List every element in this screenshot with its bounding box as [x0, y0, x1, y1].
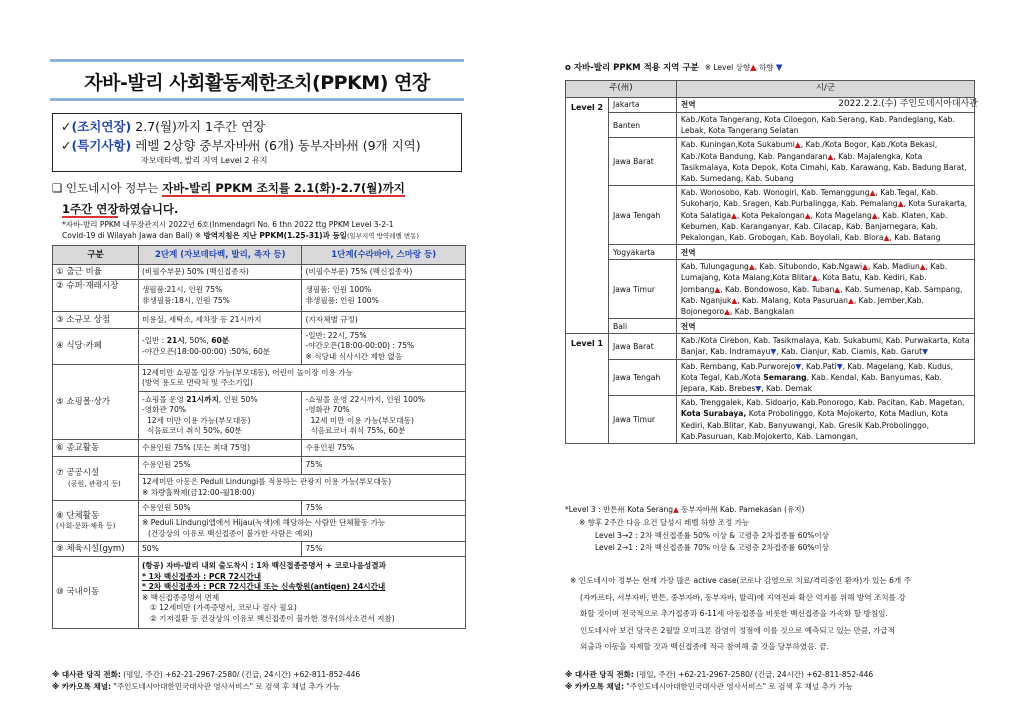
- table-row: [566, 260, 975, 319]
- title-rule-bottom: [50, 98, 464, 101]
- row-category: ⑩ 국내이동: [53, 557, 139, 629]
- cell-line: -영화관 70%: [141, 405, 186, 414]
- table-row: [566, 186, 975, 245]
- cat-line: ⑧ 단체활동: [56, 510, 100, 521]
- note-line: *자바-발리 PPKM 내무장관지시 2022년 6호(Inmendagri No. 6 thn 2022 ttg PPKM Level 3-2-1: [62, 220, 394, 229]
- cell-line: -쇼핑몰 운영: [141, 394, 187, 404]
- city-text: , Kab. Cianjur, Kab. Ciamis, Kab. Garut: [776, 347, 923, 357]
- up-arrow-icon: ▲: [871, 210, 878, 220]
- city-text: , Kab. Klaten, Kab. Kebumen, Kab. Karanganyar, Kab. Cilacap, Kab. Banjarnegara, Kab. Pekalongan, Kab. Grobogan, Kab. Boyolali, Kab. Blora: [680, 210, 948, 243]
- cell-line: ② 기저질환 등 건강상의 이유로 백신접종이 불가한 경우(의사소견서 지참): [149, 613, 395, 623]
- down-arrow-icon: ▼: [770, 347, 777, 357]
- paragraph-line: 외출과 이동을 자제할 것과 백신접종에 적극 참여해 줄 것을 당부하였음. 끝.: [580, 642, 830, 652]
- up-arrow-icon: ▲: [724, 307, 730, 317]
- paragraph-line: ※ 인도네시아 정부는 현재 가장 많은 active case(코로나 감염으로 치료/격리중인 환자)가 있는 6개 주: [570, 576, 912, 585]
- table-row: [53, 329, 466, 365]
- note-line: ※ 향후 2주간 다음 요건 달성시 레벨 하향 조정 가능: [579, 517, 750, 527]
- table-row: [566, 98, 975, 113]
- table-header-row: [566, 81, 975, 98]
- row-category: ④ 식당·카페: [53, 329, 139, 365]
- row-category: ⑨ 체육시설(gym): [53, 542, 139, 557]
- main-bullet: [52, 178, 467, 220]
- cell-line: ※ 식당내 식사시간 제한 없음: [305, 351, 403, 361]
- table-row: [53, 501, 466, 516]
- table-row: [566, 359, 975, 396]
- note-line: Level 3→2 : 2차 백신접종률 50% 이상 & 고령층 2차접종률 60%이상: [595, 530, 829, 540]
- city-bold: Kota Surabaya,: [680, 409, 747, 419]
- col-header: 구분: [53, 246, 139, 265]
- page-title: 자바-발리 사회활동제한조치(PPKM) 연장: [84, 72, 430, 94]
- down-arrow-icon: ▼: [795, 361, 802, 371]
- summary-box: [52, 113, 462, 172]
- down-arrow-icon: ▼: [922, 347, 928, 357]
- up-arrow-icon: ▲: [897, 199, 904, 209]
- up-arrow-icon: ▲: [811, 273, 818, 283]
- city-text: , Kab. Malang, Kota Pasuruan: [737, 295, 848, 305]
- city-text: Kab. Wonosobo, Kab. Wonogiri, Kab. Temanggung: [680, 188, 870, 198]
- up-arrow-icon: ▲: [673, 505, 679, 514]
- city-text: , Kab. Lumajang, Kota Malang,Kota Blitar: [680, 262, 948, 283]
- cell-line: 12세미만 쇼핑몰 입장 가능(부모대동), 어린이 놀이장 이용 가능: [141, 367, 353, 377]
- table-row: [53, 365, 466, 392]
- cell: 수용인원 75% (또는 최대 75명): [138, 440, 302, 457]
- cell-line: 생필품:21시, 인원 75%: [141, 285, 223, 294]
- row-category: ⑥ 종교활동: [53, 440, 139, 457]
- city-text: , Kab. Demak: [761, 384, 813, 394]
- province: Jakarta: [608, 98, 676, 113]
- table-row: [53, 542, 466, 557]
- city-text: , Kab. Kendal, Kab. Banyumas, Kab. Jepara, Kab. Brebes: [680, 372, 942, 394]
- note-line: *Level 3 : 반튼州 Kota Serang: [565, 505, 673, 514]
- cell: 수용인원 25%: [138, 457, 302, 475]
- cell: [138, 475, 465, 501]
- city-text: Kab./Kota Cirebon, Kab. Tasikmalaya, Kab. Sukabumi, Kab. Purwakarta, Kota Banjar, Kab. Indramayu: [680, 336, 970, 357]
- city-text: , Kab. Majalengka, Kota Tasikmalaya, Kota Depok, Kota Cimahi, Kab. Karawang, Kab. Badung Barat, Kab. Sumedang, Kab. Subang: [680, 151, 967, 184]
- cell-line: 非생필품: 인원 100%: [305, 295, 379, 305]
- cat-sub: (사회·문화·체육 등): [56, 522, 116, 530]
- province: Bali: [608, 319, 676, 334]
- up-arrow-icon: ▲: [794, 140, 801, 150]
- city-bold: Semarang: [763, 372, 807, 382]
- cell-line: ※ Peduli Lindungi앱에서 Hijau(녹색)에 해당하는 사람만 단체활동 가능: [141, 518, 386, 527]
- city-text: Kab. Rembang, Kab.Purworejo: [680, 361, 796, 371]
- cell: [138, 280, 302, 312]
- col-header: 2단계 (자보데타벡, 발리, 족자 등): [138, 246, 302, 265]
- province: Jawa Barat: [608, 334, 676, 359]
- city-text: , Kab.Tegal, Kab. Sukoharjo, Kab. Sragen, Kab.Purbalingga, Kab. Pemalang: [680, 188, 939, 209]
- city-text: , Kab. Madiun: [868, 262, 920, 272]
- measures-table: [52, 245, 466, 629]
- cell-line: 식음료코너 취식 75%, 60분: [310, 426, 406, 435]
- down-arrow-icon: ▼: [755, 384, 762, 394]
- table-row: [566, 396, 975, 444]
- cell: [302, 280, 466, 312]
- cell-line: -야간오픈(18:00-00:00) :50%, 60분: [141, 346, 271, 356]
- check-icon: ✓: [61, 138, 72, 153]
- cell: 75%: [302, 501, 466, 516]
- summary-row-extension: [61, 117, 453, 136]
- table-row: [53, 265, 466, 280]
- up-arrow-icon: ▲: [919, 262, 926, 272]
- check-icon: ✓: [61, 119, 72, 134]
- up-arrow-icon: ▲: [883, 233, 890, 243]
- cell-line: 생필품: 인원 100%: [305, 285, 372, 294]
- level-legend: ※ Level 상향: [704, 63, 751, 72]
- summary-text: 2.7(월)까지 1주간 연장: [135, 119, 266, 134]
- cell-bold: 21시까지: [186, 394, 219, 404]
- up-arrow-icon: ▲: [731, 210, 737, 220]
- up-arrow-icon: ▲: [834, 284, 841, 294]
- bullet-highlight-2: 1주간 연장: [62, 202, 119, 216]
- cities: [676, 334, 974, 359]
- footer-label: ※ 대사관 당직 전화:: [565, 670, 634, 679]
- province: Yogyakarta: [608, 245, 676, 260]
- cell: 미용실, 세탁소, 세차장 등 21시까지: [138, 312, 302, 329]
- cell: 50%: [138, 542, 302, 557]
- bullet-rest: 하였습니다.: [118, 202, 179, 216]
- cities: [676, 396, 974, 444]
- up-arrow-icon: ▲: [847, 295, 854, 305]
- table-row: [566, 334, 975, 359]
- note-bold: 방역지침은 지난 PPKM(1.25-31)과 동일: [203, 231, 347, 240]
- bullet-prefix: ❑ 인도네시아 정부는: [52, 181, 163, 195]
- footer-text: (평일, 주간) +62-21-2967-2580/ (긴급, 24시간) +62-811-852-446: [633, 670, 874, 679]
- level-notes: [565, 504, 985, 555]
- row-category: ② 슈퍼·재래시장: [53, 280, 139, 312]
- legal-note: [62, 219, 467, 242]
- city-text: , Kab. Magelang, Kab. Kudus, Kota Tegal, Kab./Kota: [680, 361, 954, 382]
- row-category: ③ 소규모 상점: [53, 312, 139, 329]
- paragraph-line: (자카르타, 서부자바, 반튼, 중부자바, 동부자바, 발리)에 지역전파 확산 억지를 위해 방역 조치를 강: [580, 592, 906, 602]
- up-arrow-icon: ▲: [748, 262, 755, 272]
- bullet-highlight: 자바-발리 PPKM 조치를 2.1(화)-2.7(월)까지: [162, 181, 405, 195]
- level-label: Level 1: [566, 334, 609, 444]
- footer-text: (평일, 주간) +62-21-2967-2580/ (긴급, 24시간) +62-811-852-446: [120, 670, 361, 679]
- col-header: 시/군: [676, 81, 974, 98]
- down-arrow-icon: ▼: [775, 63, 783, 73]
- footer-left: [52, 669, 360, 693]
- cell-line: (건강상의 이유로 백신접종이 불가한 사람은 예외): [147, 528, 313, 538]
- up-arrow-icon: ▲: [869, 188, 876, 198]
- city-text: , Kab.Pati: [801, 361, 837, 371]
- summary-key: (조치연장): [71, 119, 132, 134]
- cities: 전역: [676, 319, 974, 334]
- footer-label: ※ 대사관 당직 전화:: [52, 670, 121, 679]
- city-text: , Kab. Batang: [889, 233, 941, 243]
- cell: [138, 329, 302, 365]
- city-text: , Kab./Kota Bogor, Kab./Kota Bekasi, Kab./Kota Bandung, Kab. Pangandaran: [680, 140, 938, 161]
- cell-line: (방역 용도로 면락처 및 주소기입): [141, 378, 253, 387]
- up-arrow-icon: ▲: [827, 151, 834, 161]
- region-heading-text: o 자바-발리 PPKM 적용 지역 구분: [565, 63, 699, 73]
- cell-line: ① 12세미만 (가족증명서, 코로나 검사 필요): [149, 603, 297, 612]
- note-line: Level 2→1 : 2차 백신접종률 70% 이상 & 고령층 2차접종률 60%이상: [595, 543, 829, 553]
- down-arrow-icon: ▼: [836, 361, 843, 371]
- table-row: [53, 557, 466, 629]
- cell: (비필수부문) 75% (백신접종자): [302, 265, 466, 280]
- cell: [302, 392, 466, 440]
- table-row: [53, 312, 466, 329]
- city-text: Kab. Kuningan,Kota Sukabumi: [680, 140, 795, 150]
- cell: [138, 557, 465, 629]
- cell-line: 12세 미만 이용 가능(부모대동): [310, 415, 414, 425]
- city-text: , Kota Magelang: [810, 210, 872, 220]
- cell-line: 식음료코너 취식 50%, 60분: [146, 426, 242, 435]
- cell-line: -일반: 22시, 75%: [305, 330, 367, 340]
- city-text: , Kab. Situbondo, Kab.Ngawi: [754, 262, 863, 272]
- province: Jawa Tengah: [608, 186, 676, 245]
- city-text: , Kab. Bondowoso, Kab. Tuban: [720, 284, 835, 294]
- table-row: [566, 245, 975, 260]
- region-heading: [565, 61, 782, 73]
- row-category: ⑤ 쇼핑몰·상가: [53, 365, 139, 440]
- cities: 전역: [676, 245, 974, 260]
- cell-bold: 60분: [211, 336, 230, 345]
- region-table: [565, 80, 975, 444]
- city-text: , Kab. Sumenap, Kab. Sampang, Kab. Nganjuk: [680, 284, 963, 305]
- up-arrow-icon: ▲: [714, 284, 721, 294]
- cell-line: , 50%,: [184, 336, 212, 345]
- city-text: , Kota Surakarta, Kota Salatiga: [680, 199, 968, 220]
- cell: 75%: [302, 457, 466, 475]
- level-legend: 하향: [756, 63, 776, 72]
- city-text: Kota Probolinggo, Kota Mojokerto, Kota Madiun, Kota Kediri, Kab.Blitar, Kab. Banyuwangi, Kab. Gresik Kab.Probolinggo, Kab.Pasuruan, Kab.Mojokerto, Kab. Lamongan,: [680, 409, 949, 441]
- up-arrow-icon: ▲: [731, 295, 738, 305]
- cell-line: -일반 :: [141, 336, 167, 345]
- cities: Kab./Kota Tangerang, Kota Ciloegon, Kab.Serang, Kab. Pandeglang, Kab. Lebak, Kota Tangerang Selatan: [676, 113, 974, 138]
- footer-label: ※ 카카오톡 채널:: [52, 682, 111, 691]
- province: Jawa Timur: [608, 396, 676, 444]
- cell-line: -야간오픈(18:00-00:00) : 75%: [305, 341, 415, 351]
- govt-policy-note: [570, 573, 985, 656]
- paragraph-line: 인도네시아 보건 당국은 2월말 오미크론 감염이 정점에 이를 것으로 예측되고 있는 만큼, 가급적: [580, 625, 895, 635]
- cities: [676, 260, 974, 319]
- cell-line: * 1차 백신접종자 : PCR 72시간내: [141, 571, 262, 581]
- city-text: , Kota Pekalongan: [736, 210, 805, 220]
- cell: [302, 329, 466, 365]
- province: Banten: [608, 113, 676, 138]
- footer-text: "주인도네시아대한민국대사관 영사서비스" 로 검색 후 채널 추가 가능: [623, 682, 853, 691]
- city-text: Kab. Trenggalek, Kab. Sidoarjo, Kab.Ponorogo, Kab. Pacitan, Kab. Magetan,: [680, 398, 965, 408]
- cities: [676, 186, 974, 245]
- city-text: , Kab. Jember,Kab. Bojonegoro: [680, 295, 924, 317]
- cell-line: -영화관 70%: [305, 405, 350, 414]
- note-small: (일부지역 방역레벨 변동): [346, 232, 419, 240]
- cell: [138, 516, 465, 542]
- up-arrow-icon: ▲: [862, 262, 869, 272]
- cities: [676, 359, 974, 396]
- cities: [676, 138, 974, 186]
- province: Jawa Barat: [608, 138, 676, 186]
- summary-row-special: [61, 136, 453, 155]
- row-category: [53, 501, 139, 542]
- cell: (지자체별 규정): [302, 312, 466, 329]
- table-row: [53, 280, 466, 312]
- cell: 수용인원 50%: [138, 501, 302, 516]
- cell: 75%: [302, 542, 466, 557]
- cell: [138, 365, 465, 392]
- cell: [138, 392, 302, 440]
- cell-line: 12세 미만 이용 가능(부모대동): [146, 415, 251, 425]
- province: Jawa Timur: [608, 260, 676, 319]
- paragraph-line: 화할 것이며 전국적으로 추가접종과 6-11세 아동접종을 비롯한 백신접종을 가속화 할 방침임.: [580, 609, 888, 619]
- cat-line: ⑦ 공공시설: [56, 468, 100, 478]
- up-arrow-icon: ▲: [750, 63, 757, 73]
- date-line: 2022.2.2.(수) 주인도네시아대사관: [838, 99, 978, 109]
- city-text: Kab. Tulungagung: [680, 262, 749, 272]
- footer-right: [565, 669, 873, 693]
- row-category: [53, 457, 139, 501]
- level-label: Level 2: [566, 98, 609, 334]
- cell: 수용인원 75%: [302, 440, 466, 457]
- row-category: ① 출근 비율: [53, 265, 139, 280]
- cat-sub: (공원, 관광지 등): [68, 479, 121, 488]
- province: Jawa Tengah: [608, 359, 676, 396]
- table-row: [53, 457, 466, 475]
- cell-line: (항공) 자바-발리 내외 출도착시 : 1차 백신접종증명서 + 코로나음성결과: [141, 561, 386, 570]
- col-header: 1단계(수라바야, 스마랑 등): [302, 246, 466, 265]
- cell-line: ※ 백신접종증명서 면제: [141, 592, 220, 602]
- cell-line: , 인원 50%: [218, 394, 258, 404]
- city-text: , Kab. Bangkalan: [729, 307, 794, 317]
- cell-line: 12세미만 아동은 Peduli Lindungi를 적용하는 관광지 이용 가능(부모대동): [141, 477, 392, 486]
- cell-line: * 2차 백신접종자 : PCR 72시간내 또는 신속항원(antigen) 24시간내: [141, 582, 386, 591]
- up-arrow-icon: ▲: [804, 210, 811, 220]
- summary-sub: 자보데타벡, 발리 지역 Level 2 유지: [141, 156, 268, 165]
- cell-line: -쇼핑몰 운영 22시까지, 인원 100%: [305, 394, 426, 404]
- note-line: Covid-19 di Wilayah Jawa dan Bali) ※: [62, 231, 204, 240]
- cell-line: 非생필품:18시, 인원 75%: [141, 295, 230, 305]
- table-row: [566, 113, 975, 138]
- cell: (비필수부문) 50% (백신접종자): [138, 265, 302, 280]
- table-header-row: [53, 246, 466, 265]
- col-header: 주(州): [566, 81, 677, 98]
- summary-text: 레벨 2상향 중부자바州 (6개) 동부자바州 (9개 지역): [135, 138, 421, 153]
- cell-line: ※ 차량홀짝제(금12:00-월18:00): [141, 487, 255, 497]
- table-row: [53, 440, 466, 457]
- footer-label: ※ 카카오톡 채널:: [565, 682, 624, 691]
- summary-key: (특기사항): [71, 138, 132, 153]
- title-block: [50, 59, 464, 101]
- footer-text: "주인도네시아대한민국대사관 영사서비스" 로 검색 후 채널 추가 가능: [110, 682, 340, 691]
- note-line: 동부자바州 Kab. Pamekasan (유지): [678, 505, 805, 514]
- cities: 전역: [676, 98, 974, 113]
- table-row: [566, 138, 975, 186]
- city-text: , Kota Batu, Kab. Kediri, Kab. Jombang: [680, 273, 927, 294]
- table-row: [566, 319, 975, 334]
- cell-bold: 21시: [166, 336, 185, 345]
